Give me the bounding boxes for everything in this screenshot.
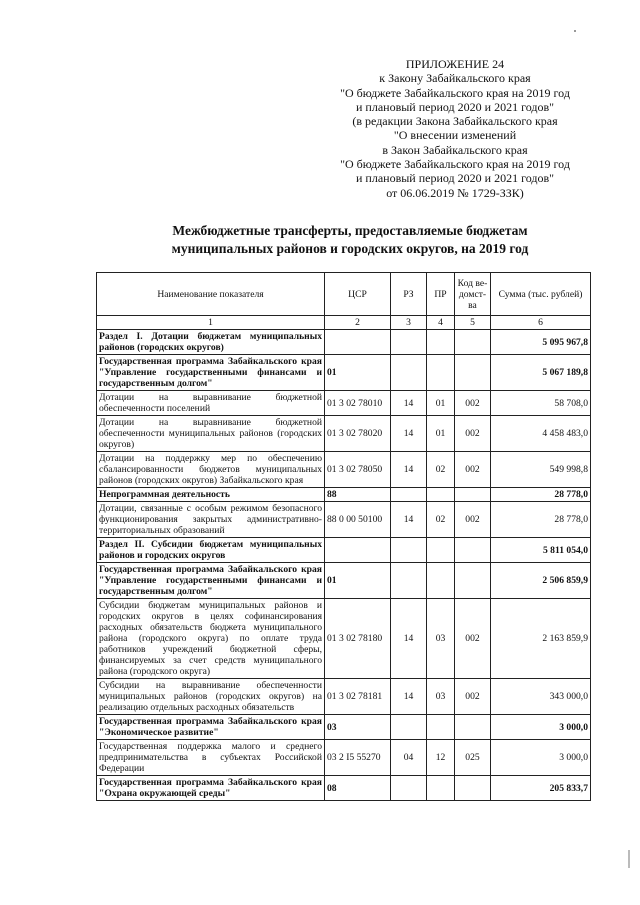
row-sum: 28 778,0 — [491, 488, 591, 502]
row-sum: 3 000,0 — [491, 740, 591, 776]
scan-speck — [574, 30, 576, 32]
title-line-1: Межбюджетные трансферты, предоставляемые бюджетам — [172, 223, 528, 238]
row-csr: 03 — [325, 715, 391, 740]
row-sum: 5 095 967,8 — [491, 330, 591, 355]
row-name: Раздел II. Субсидии бюджетам муниципальных районов и городских округов — [97, 538, 325, 563]
row-csr: 03 2 I5 55270 — [325, 740, 391, 776]
row-pr: 02 — [427, 502, 455, 538]
row-name: Дотации, связанные с особым режимом безопасного функционирования закрытых административно-территориальных образований — [97, 502, 325, 538]
row-kod: 002 — [455, 679, 491, 715]
row-kod — [455, 330, 491, 355]
row-rz: 14 — [391, 679, 427, 715]
row-name: Раздел I. Дотации бюджетам муниципальных районов (городских округов) — [97, 330, 325, 355]
header-csr: ЦСР — [325, 273, 391, 316]
table-row — [97, 355, 591, 391]
column-number: 5 — [455, 316, 491, 330]
document-title — [100, 222, 600, 258]
appendix-line: "О бюджете Забайкальского края на 2019 год — [340, 85, 570, 100]
table-row — [97, 416, 591, 452]
row-name: Дотации на выравнивание бюджетной обеспеченности поселений — [97, 391, 325, 416]
row-csr — [325, 538, 391, 563]
row-sum: 205 833,7 — [491, 776, 591, 801]
row-csr: 01 3 02 78010 — [325, 391, 391, 416]
row-csr: 01 — [325, 355, 391, 391]
header-name: Наименование показателя — [97, 273, 325, 316]
row-name: Государственная поддержка малого и среднего предпринимательства в субъектах Российской Федерации — [97, 740, 325, 776]
row-pr — [427, 330, 455, 355]
row-kod — [455, 715, 491, 740]
row-pr — [427, 563, 455, 599]
row-rz: 14 — [391, 391, 427, 416]
scan-edge-mark — [628, 850, 630, 868]
row-pr — [427, 538, 455, 563]
row-sum: 58 708,0 — [491, 391, 591, 416]
appendix-line: "О внесении изменений — [393, 128, 517, 143]
table-row — [97, 679, 591, 715]
row-name: Субсидии на выравнивание обеспеченности муниципальных районов (городских округов) на реализацию отдельных расходных обязательств — [97, 679, 325, 715]
row-name: Государственная программа Забайкальского края "Экономическое развитие" — [97, 715, 325, 740]
row-rz — [391, 776, 427, 801]
table-row — [97, 452, 591, 488]
appendix-line: (в редакции Закона Забайкальского края — [352, 114, 558, 129]
row-pr: 03 — [427, 599, 455, 679]
header-pr: ПР — [427, 273, 455, 316]
row-kod — [455, 355, 491, 391]
row-pr — [427, 776, 455, 801]
row-sum: 343 000,0 — [491, 679, 591, 715]
column-number: 1 — [97, 316, 325, 330]
header-kod: Код ве-домст-ва — [455, 273, 491, 316]
row-rz — [391, 563, 427, 599]
row-name: Государственная программа Забайкальского края "Управление государственными финансами и государственным долгом" — [97, 563, 325, 599]
row-csr: 01 3 02 78050 — [325, 452, 391, 488]
row-csr: 01 3 02 78020 — [325, 416, 391, 452]
row-rz: 14 — [391, 452, 427, 488]
table-row — [97, 715, 591, 740]
appendix-header — [300, 57, 610, 200]
table-row — [97, 563, 591, 599]
column-number: 4 — [427, 316, 455, 330]
row-rz: 14 — [391, 599, 427, 679]
row-csr — [325, 330, 391, 355]
row-rz — [391, 538, 427, 563]
table-row — [97, 599, 591, 679]
appendix-line: ПРИЛОЖЕНИЕ 24 — [405, 57, 505, 71]
row-rz: 04 — [391, 740, 427, 776]
row-csr: 88 0 00 50100 — [325, 502, 391, 538]
row-csr: 01 3 02 78180 — [325, 599, 391, 679]
row-name: Дотации на выравнивание бюджетной обеспеченности муниципальных районов (городских округов) — [97, 416, 325, 452]
row-pr: 01 — [427, 391, 455, 416]
row-csr: 01 3 02 78181 — [325, 679, 391, 715]
row-kod — [455, 563, 491, 599]
row-kod — [455, 776, 491, 801]
row-pr — [427, 715, 455, 740]
row-pr — [427, 355, 455, 391]
row-name: Дотации на поддержку мер по обеспечению сбалансированности бюджетов муниципальных районов (городских округов) Забайкальского края — [97, 452, 325, 488]
row-pr: 02 — [427, 452, 455, 488]
row-kod: 002 — [455, 502, 491, 538]
table-header-row — [97, 273, 591, 316]
row-name: Государственная программа Забайкальского края "Управление государственными финансами и государственным долгом" — [97, 355, 325, 391]
row-pr — [427, 488, 455, 502]
row-pr: 01 — [427, 416, 455, 452]
transfers-table — [96, 272, 591, 801]
row-rz: 14 — [391, 502, 427, 538]
row-kod: 002 — [455, 452, 491, 488]
row-csr: 01 — [325, 563, 391, 599]
row-sum: 4 458 483,0 — [491, 416, 591, 452]
table-row — [97, 330, 591, 355]
row-name: Субсидии бюджетам муниципальных районов и городских округов в целях софинансирования расходных обязательств бюджета муниципального района (городского округа) по оплате труда работников учреждений бюджетной сферы, финансируемых за счет средств муниципального района (городского округа) — [97, 599, 325, 679]
row-csr: 08 — [325, 776, 391, 801]
row-sum: 5 811 054,0 — [491, 538, 591, 563]
row-pr: 12 — [427, 740, 455, 776]
row-sum: 28 778,0 — [491, 502, 591, 538]
row-sum: 2 506 859,9 — [491, 563, 591, 599]
table-row — [97, 776, 591, 801]
row-kod: 002 — [455, 391, 491, 416]
column-number: 6 — [491, 316, 591, 330]
row-kod: 002 — [455, 416, 491, 452]
row-kod — [455, 538, 491, 563]
appendix-line: и плановый период 2020 и 2021 годов" — [355, 99, 555, 114]
row-kod — [455, 488, 491, 502]
row-sum: 2 163 859,9 — [491, 599, 591, 679]
row-sum: 5 067 189,8 — [491, 355, 591, 391]
table-row — [97, 502, 591, 538]
title-line-2: муниципальных районов и городских округов, на 2019 год — [171, 241, 529, 256]
appendix-line: к Закону Забайкальского края — [379, 71, 531, 86]
row-sum: 549 998,8 — [491, 452, 591, 488]
appendix-line: от 06.06.2019 № 1729-ЗЗК) — [386, 185, 524, 200]
row-pr: 03 — [427, 679, 455, 715]
column-number: 3 — [391, 316, 427, 330]
row-sum: 3 000,0 — [491, 715, 591, 740]
row-name: Непрограммная деятельность — [97, 488, 325, 502]
row-rz — [391, 488, 427, 502]
row-kod: 025 — [455, 740, 491, 776]
table-row — [97, 740, 591, 776]
header-rz: РЗ — [391, 273, 427, 316]
column-number-row — [97, 316, 591, 330]
row-csr: 88 — [325, 488, 391, 502]
appendix-line: в Закон Забайкальского края — [382, 142, 528, 157]
column-number: 2 — [325, 316, 391, 330]
row-rz — [391, 330, 427, 355]
appendix-line: "О бюджете Забайкальского края на 2019 год — [340, 157, 570, 172]
table-row — [97, 391, 591, 416]
row-kod: 002 — [455, 599, 491, 679]
table-row — [97, 488, 591, 502]
row-name: Государственная программа Забайкальского края "Охрана окружающей среды" — [97, 776, 325, 801]
row-rz — [391, 355, 427, 391]
row-rz: 14 — [391, 416, 427, 452]
appendix-line: и плановый период 2020 и 2021 годов" — [355, 171, 555, 186]
row-rz — [391, 715, 427, 740]
table-row — [97, 538, 591, 563]
header-sum: Сумма (тыс. рублей) — [491, 273, 591, 316]
